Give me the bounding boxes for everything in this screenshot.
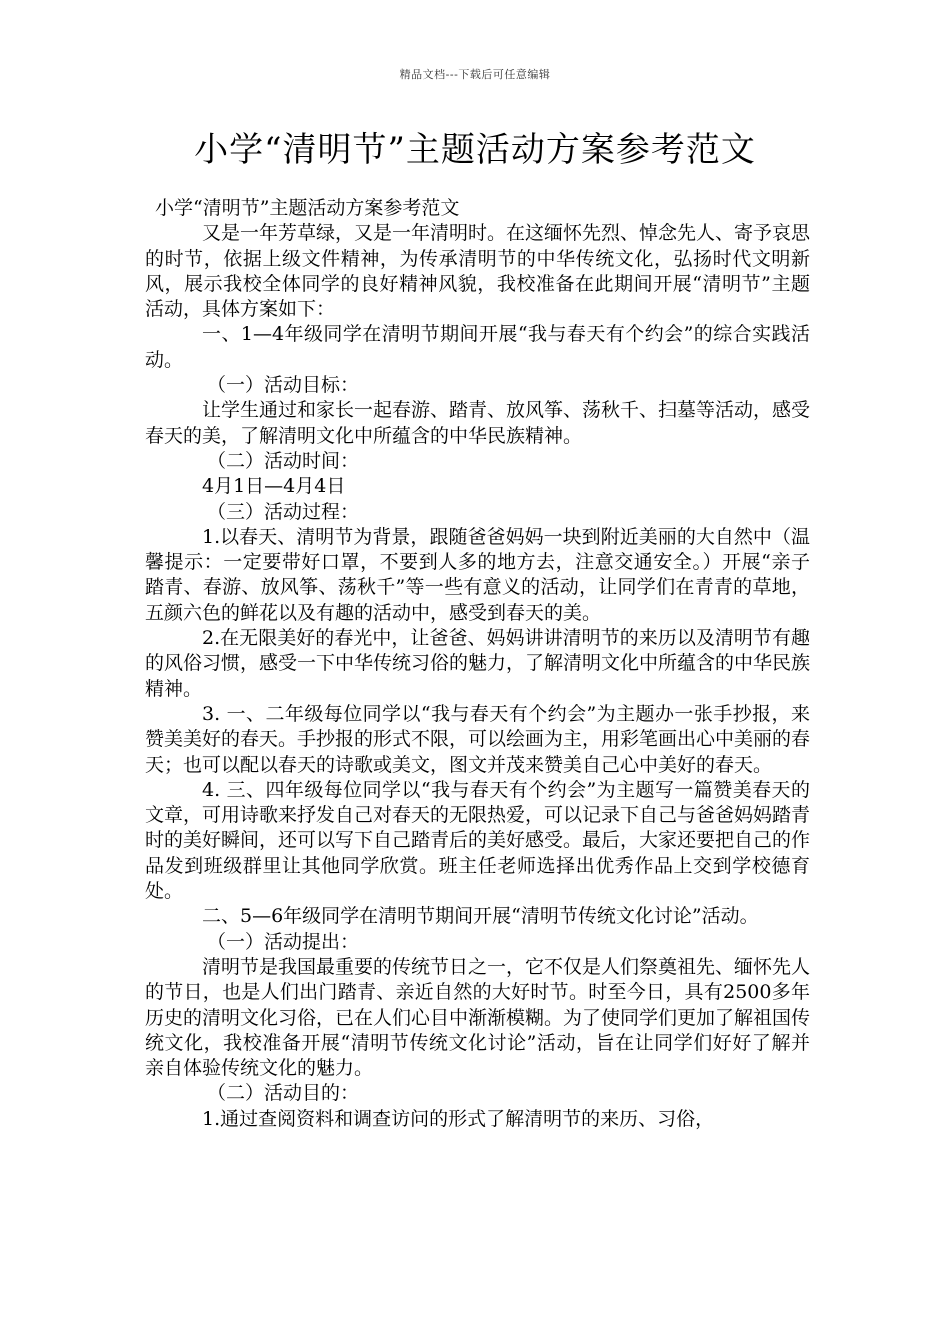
document-body bbox=[145, 196, 810, 1132]
intro-paragraph: 又是一年芳草绿，又是一年清明时。在这缅怀先烈、悼念先人、寄予哀思的时节，依据上级文件精神，为传承清明节的中华传统文化，弘扬时代文明新风，展示我校全体同学的良好精神风貌，我校准备在此期间开展“清明节”主题活动，具体方案如下： bbox=[145, 222, 811, 321]
subheading-process: （三）活动过程： bbox=[207, 500, 360, 523]
process-item-4: 4. 三、四年级每位同学以“我与春天有个约会”为主题写一篇赞美春天的文章，可用诗歌来抒发自己对春天的无限热爱，可以记录下自己与爸爸妈妈踏青时的美好瞬间，还可以写下自己踏青后的美好感受。最后，大家还要把自己的作品发到班级群里让其他同学欣赏。班主任老师选择出优秀作品上交到学校德育处。 bbox=[145, 778, 811, 903]
subheading-purpose: （二）活动目的： bbox=[207, 1082, 360, 1105]
section-heading-two: 二、5—6年级同学在清明节期间开展“清明节传统文化讨论”活动。 bbox=[202, 905, 759, 928]
proposal-paragraph: 清明节是我国最重要的传统节日之一，它不仅是人们祭奠祖先、缅怀先人的节日，也是人们出门踏青、亲近自然的大好时节。时至今日，具有2500多年历史的清明文化习俗，已在人们心目中渐渐模糊。为了使同学们更加了解祖国传统文化，我校准备开展“清明节传统文化讨论”活动，旨在让同学们好好了解并亲自体验传统文化的魅力。 bbox=[145, 955, 811, 1080]
page-header-watermark: 精品文档---下载后可任意编辑 bbox=[399, 68, 551, 81]
subheading-time: （二）活动时间： bbox=[207, 449, 360, 472]
process-item-2: 2.在无限美好的春光中，让爸爸、妈妈讲讲清明节的来历以及清明节有趣的风俗习惯，感受一下中华传统习俗的魅力，了解清明文化中所蕴含的中华民族精神。 bbox=[145, 627, 811, 700]
process-item-1: 1.以春天、清明节为背景，跟随爸爸妈妈一块到附近美丽的大自然中（温馨提示：一定要带好口罩，不要到人多的地方去，注意交通安全。）开展“亲子踏青、春游、放风筝、荡秋千”等一些有意义的活动，让同学们在青青的草地，五颜六色的鲜花以及有趣的活动中，感受到春天的美。 bbox=[145, 525, 810, 624]
process-item-3: 3. 一、二年级每位同学以“我与春天有个约会”为主题办一张手抄报，来赞美美好的春天。手抄报的形式不限，可以绘画为主，用彩笔画出心中美丽的春天；也可以配以春天的诗歌或美文，图文并茂来赞美自己心中美好的春天。 bbox=[145, 702, 811, 776]
subtitle-paragraph: 小学“清明节”主题活动方案参考范文 bbox=[155, 197, 460, 219]
time-paragraph: 4月1日—4月4日 bbox=[202, 475, 346, 498]
subheading-proposal: （一）活动提出： bbox=[207, 930, 360, 953]
document-title: 小学“清明节”主题活动方案参考范文 bbox=[194, 130, 756, 170]
subheading-goal: （一）活动目标： bbox=[207, 374, 360, 397]
section-heading-one: 一、1—4年级同学在清明节期间开展“我与春天有个约会”的综合实践活动。 bbox=[145, 323, 810, 371]
purpose-item-1: 1.通过查阅资料和调查访问的形式了解清明节的来历、习俗， bbox=[202, 1107, 715, 1130]
goal-paragraph: 让学生通过和家长一起春游、踏青、放风筝、荡秋千、扫墓等活动，感受春天的美，了解清明文化中所蕴含的中华民族精神。 bbox=[145, 399, 811, 447]
